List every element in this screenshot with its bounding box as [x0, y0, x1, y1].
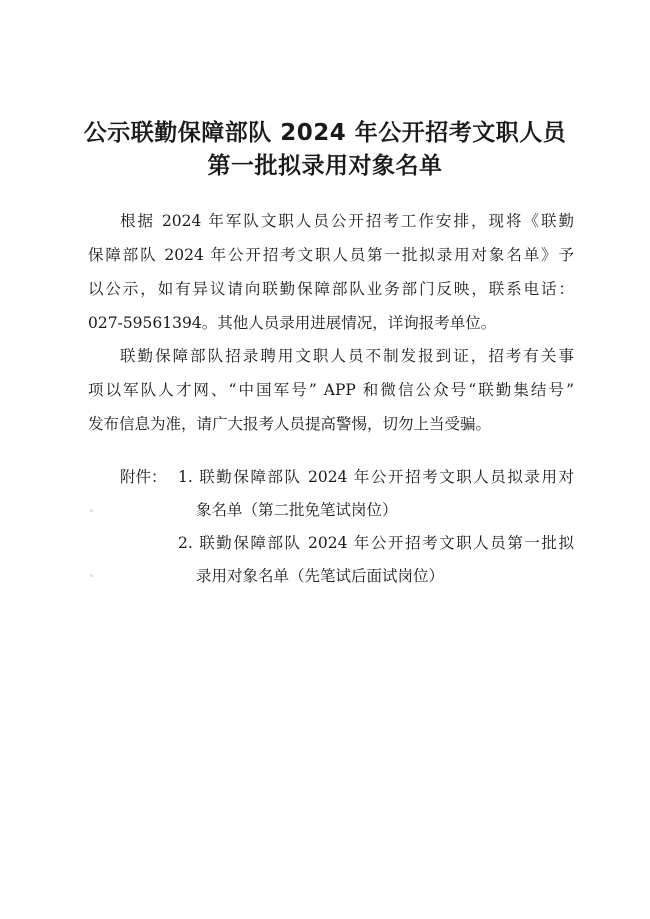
paragraph-2-line-2: 项以军队人才网、“中国军号” APP 和微信公众号“联勤集结号”	[88, 381, 574, 399]
attachments-label: 附件：	[120, 468, 167, 486]
document-title-line-1: 公示联勤保障部队 2024 年公开招考文职人员	[83, 120, 567, 146]
paragraph-1-line-4: 027-59561394。其他人员录用进展情况，详询报考单位。	[88, 314, 497, 332]
scan-speck	[90, 509, 93, 512]
paragraph-1-line-1: 根据 2024 年军队文职人员公开招考工作安排，现将《联勤	[120, 212, 574, 230]
attachment-1-line-1: 1. 联勤保障部队 2024 年公开招考文职人员拟录用对	[178, 468, 574, 486]
paragraph-2-line-3: 发布信息为准，请广大报考人员提高警惕，切勿上当受骗。	[88, 415, 492, 433]
paragraph-2-line-1: 联勤保障部队招录聘用文职人员不制发报到证，招考有关事	[120, 347, 574, 365]
attachment-1-line-2: 象名单（第二批免笔试岗位）	[196, 501, 398, 519]
scan-speck	[90, 574, 93, 577]
paragraph-1-line-3: 以公示，如有异议请向联勤保障部队业务部门反映，联系电话：	[88, 280, 574, 298]
attachment-2-line-2: 录用对象名单（先笔试后面试岗位）	[196, 567, 445, 585]
attachment-2-line-1: 2. 联勤保障部队 2024 年公开招考文职人员第一批拟	[178, 534, 574, 552]
document-title-line-2: 第一批拟录用对象名单	[207, 153, 443, 179]
paragraph-1-line-2: 保障部队 2024 年公开招考文职人员第一批拟录用对象名单》予	[88, 246, 574, 264]
